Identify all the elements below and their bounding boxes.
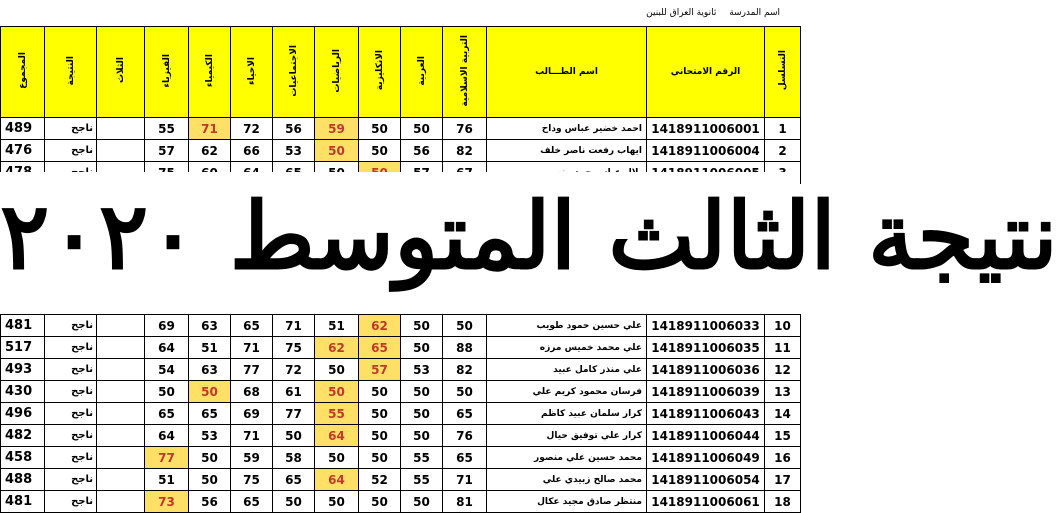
cell-islamic: 82 — [443, 359, 487, 381]
header-islamic: التربية الاسلامية — [443, 27, 487, 118]
cell-total: 489 — [1, 118, 45, 140]
cell-islamic: 88 — [443, 337, 487, 359]
cell-total: 481 — [1, 315, 45, 337]
cell-biology: 66 — [231, 140, 273, 162]
cell-outcome — [97, 118, 145, 140]
cell-math: 50 — [315, 491, 359, 513]
cell-arabic: 50 — [401, 403, 443, 425]
header-name: اسم الطـــالب — [487, 27, 647, 118]
cell-islamic: 76 — [443, 425, 487, 447]
cell-total: 476 — [1, 140, 45, 162]
table-row — [1, 315, 801, 337]
cell-arabic: 50 — [401, 491, 443, 513]
cell-seq: 1 — [765, 118, 801, 140]
cell-total: 482 — [1, 425, 45, 447]
table-row — [1, 469, 801, 491]
table-row — [1, 140, 801, 162]
cell-seq: 15 — [765, 425, 801, 447]
cell-outcome — [97, 315, 145, 337]
cell-outcome — [97, 403, 145, 425]
cell-name: كرار علي توفيق حيال — [487, 425, 647, 447]
cell-social: 50 — [273, 425, 315, 447]
cell-exam_no: 1418911006044 — [647, 425, 765, 447]
cell-result: ناجح — [45, 491, 97, 513]
table-row — [1, 118, 801, 140]
cell-seq: 17 — [765, 469, 801, 491]
cell-social: 75 — [273, 337, 315, 359]
cell-result: ناجح — [45, 381, 97, 403]
cell-social: 61 — [273, 381, 315, 403]
cell-biology: 59 — [231, 447, 273, 469]
cell-math: 50 — [315, 447, 359, 469]
cell-english: 50 — [359, 447, 401, 469]
cell-math: 50 — [315, 140, 359, 162]
cell-exam_no: 1418911006049 — [647, 447, 765, 469]
cell-name: علي حسين حمود طويب — [487, 315, 647, 337]
cell-arabic: 50 — [401, 337, 443, 359]
cell-result: ناجح — [45, 447, 97, 469]
cell-name: فرسان محمود كريم علي — [487, 381, 647, 403]
cell-name: علي محمد خميس مرزه — [487, 337, 647, 359]
header-arabic: العربية — [401, 27, 443, 118]
cell-social: 56 — [273, 118, 315, 140]
cell-seq: 10 — [765, 315, 801, 337]
cell-outcome — [97, 447, 145, 469]
cell-islamic: 71 — [443, 469, 487, 491]
cell-total: 481 — [1, 491, 45, 513]
cell-math: 50 — [315, 359, 359, 381]
cell-seq: 14 — [765, 403, 801, 425]
cell-name: احمد خضير عباس وداح — [487, 118, 647, 140]
school-line — [636, 0, 780, 26]
cell-total: 493 — [1, 359, 45, 381]
header-total: المجموع — [1, 27, 45, 118]
cell-physics: 64 — [145, 425, 189, 447]
cell-islamic: 65 — [443, 447, 487, 469]
cell-physics: 57 — [145, 140, 189, 162]
cell-math: 64 — [315, 425, 359, 447]
cell-english: 65 — [359, 337, 401, 359]
cell-english: 50 — [359, 491, 401, 513]
cell-seq: 11 — [765, 337, 801, 359]
cell-exam_no: 1418911006039 — [647, 381, 765, 403]
cell-physics: 64 — [145, 337, 189, 359]
cell-exam_no: 1418911006036 — [647, 359, 765, 381]
cell-chemistry: 50 — [189, 469, 231, 491]
cell-english: 50 — [359, 140, 401, 162]
cell-arabic: 56 — [401, 140, 443, 162]
cell-social: 72 — [273, 359, 315, 381]
cell-english: 50 — [359, 403, 401, 425]
header-exam-no: الرقم الامتحاني — [647, 27, 765, 118]
header-seq: التسلسل — [765, 27, 801, 118]
cell-islamic: 65 — [443, 403, 487, 425]
cell-arabic: 55 — [401, 447, 443, 469]
cell-biology: 71 — [231, 337, 273, 359]
cell-result: ناجح — [45, 337, 97, 359]
cell-arabic: 50 — [401, 425, 443, 447]
cell-arabic: 50 — [401, 381, 443, 403]
cell-exam_no: 1418911006043 — [647, 403, 765, 425]
header-physics: الفيزياء — [145, 27, 189, 118]
cell-math: 59 — [315, 118, 359, 140]
cell-outcome — [97, 381, 145, 403]
cell-english: 50 — [359, 381, 401, 403]
cell-physics: 54 — [145, 359, 189, 381]
cell-social: 71 — [273, 315, 315, 337]
cell-social: 58 — [273, 447, 315, 469]
cell-biology: 75 — [231, 469, 273, 491]
school-name: ثانوية العراق للبنين — [646, 8, 717, 18]
header-chemistry: الكيمياء — [189, 27, 231, 118]
cell-outcome — [97, 491, 145, 513]
table-row — [1, 403, 801, 425]
cell-chemistry: 63 — [189, 359, 231, 381]
cell-physics: 51 — [145, 469, 189, 491]
cell-islamic: 50 — [443, 315, 487, 337]
cell-result: ناجح — [45, 118, 97, 140]
header-outcome: الثلاث — [97, 27, 145, 118]
cell-outcome — [97, 425, 145, 447]
cell-math: 55 — [315, 403, 359, 425]
cell-english: 52 — [359, 469, 401, 491]
table-row — [1, 381, 801, 403]
cell-total: 430 — [1, 381, 45, 403]
cell-social: 65 — [273, 469, 315, 491]
cell-chemistry: 50 — [189, 447, 231, 469]
header-biology: الاحياء — [231, 27, 273, 118]
table-row — [1, 337, 801, 359]
table-header-row — [1, 27, 801, 118]
cell-result: ناجح — [45, 403, 97, 425]
cell-chemistry: 71 — [189, 118, 231, 140]
cell-result: ناجح — [45, 359, 97, 381]
cell-name: محمد صالح زبيدي علي — [487, 469, 647, 491]
cell-math: 64 — [315, 469, 359, 491]
cell-arabic: 53 — [401, 359, 443, 381]
cell-physics: 77 — [145, 447, 189, 469]
cell-biology: 71 — [231, 425, 273, 447]
cell-result: ناجح — [45, 469, 97, 491]
cell-name: منتظر صادق مجيد عكال — [487, 491, 647, 513]
cell-result: ناجح — [45, 315, 97, 337]
cell-arabic: 50 — [401, 118, 443, 140]
cell-english: 50 — [359, 118, 401, 140]
cell-islamic: 82 — [443, 140, 487, 162]
cell-biology: 68 — [231, 381, 273, 403]
cell-chemistry: 63 — [189, 315, 231, 337]
cell-physics: 50 — [145, 381, 189, 403]
cell-chemistry: 62 — [189, 140, 231, 162]
cell-biology: 77 — [231, 359, 273, 381]
cell-math: 50 — [315, 381, 359, 403]
cell-name: محمد حسين علي منصور — [487, 447, 647, 469]
cell-exam_no: 1418911006004 — [647, 140, 765, 162]
header-english: الانكليزية — [359, 27, 401, 118]
cell-physics: 73 — [145, 491, 189, 513]
cell-chemistry: 65 — [189, 403, 231, 425]
cell-name: علي منذر كامل عبيد — [487, 359, 647, 381]
cell-chemistry: 53 — [189, 425, 231, 447]
cell-outcome — [97, 359, 145, 381]
cell-physics: 69 — [145, 315, 189, 337]
school-label: اسم المدرسة — [729, 8, 780, 18]
cell-biology: 72 — [231, 118, 273, 140]
cell-outcome — [97, 469, 145, 491]
banner-text: نتيجة الثالث المتوسط ٢٠٢٠ — [0, 182, 1058, 290]
cell-seq: 12 — [765, 359, 801, 381]
cell-arabic: 55 — [401, 469, 443, 491]
cell-exam_no: 1418911006061 — [647, 491, 765, 513]
table-row — [1, 359, 801, 381]
cell-result: ناجح — [45, 140, 97, 162]
cell-english: 62 — [359, 315, 401, 337]
cell-arabic: 50 — [401, 315, 443, 337]
cell-biology: 69 — [231, 403, 273, 425]
cell-physics: 55 — [145, 118, 189, 140]
cell-total: 488 — [1, 469, 45, 491]
cell-outcome — [97, 337, 145, 359]
cell-seq: 13 — [765, 381, 801, 403]
cell-total: 458 — [1, 447, 45, 469]
cell-physics: 65 — [145, 403, 189, 425]
table-row — [1, 491, 801, 513]
cell-islamic: 76 — [443, 118, 487, 140]
header-math: الرياضيات — [315, 27, 359, 118]
cell-social: 77 — [273, 403, 315, 425]
cell-exam_no: 1418911006035 — [647, 337, 765, 359]
cell-biology: 65 — [231, 491, 273, 513]
cell-math: 62 — [315, 337, 359, 359]
cell-seq: 18 — [765, 491, 801, 513]
cell-result: ناجح — [45, 425, 97, 447]
cell-exam_no: 1418911006033 — [647, 315, 765, 337]
header-social: الاجتماعيات — [273, 27, 315, 118]
cell-chemistry: 50 — [189, 381, 231, 403]
cell-exam_no: 1418911006001 — [647, 118, 765, 140]
table-row — [1, 447, 801, 469]
cell-islamic: 50 — [443, 381, 487, 403]
cell-outcome — [97, 140, 145, 162]
cell-biology: 65 — [231, 315, 273, 337]
cell-total: 496 — [1, 403, 45, 425]
cell-islamic: 81 — [443, 491, 487, 513]
cell-name: ايهاب رفعت ناصر خلف — [487, 140, 647, 162]
table-row — [1, 425, 801, 447]
cell-seq: 16 — [765, 447, 801, 469]
cell-social: 53 — [273, 140, 315, 162]
cell-total: 517 — [1, 337, 45, 359]
cell-chemistry: 56 — [189, 491, 231, 513]
cell-chemistry: 51 — [189, 337, 231, 359]
cell-math: 51 — [315, 315, 359, 337]
cell-name: كرار سلمان عبيد كاظم — [487, 403, 647, 425]
cell-english: 57 — [359, 359, 401, 381]
cell-social: 50 — [273, 491, 315, 513]
cell-seq: 2 — [765, 140, 801, 162]
header-result: النتيجة — [45, 27, 97, 118]
cell-exam_no: 1418911006054 — [647, 469, 765, 491]
title-banner — [0, 172, 1058, 300]
cell-english: 50 — [359, 425, 401, 447]
